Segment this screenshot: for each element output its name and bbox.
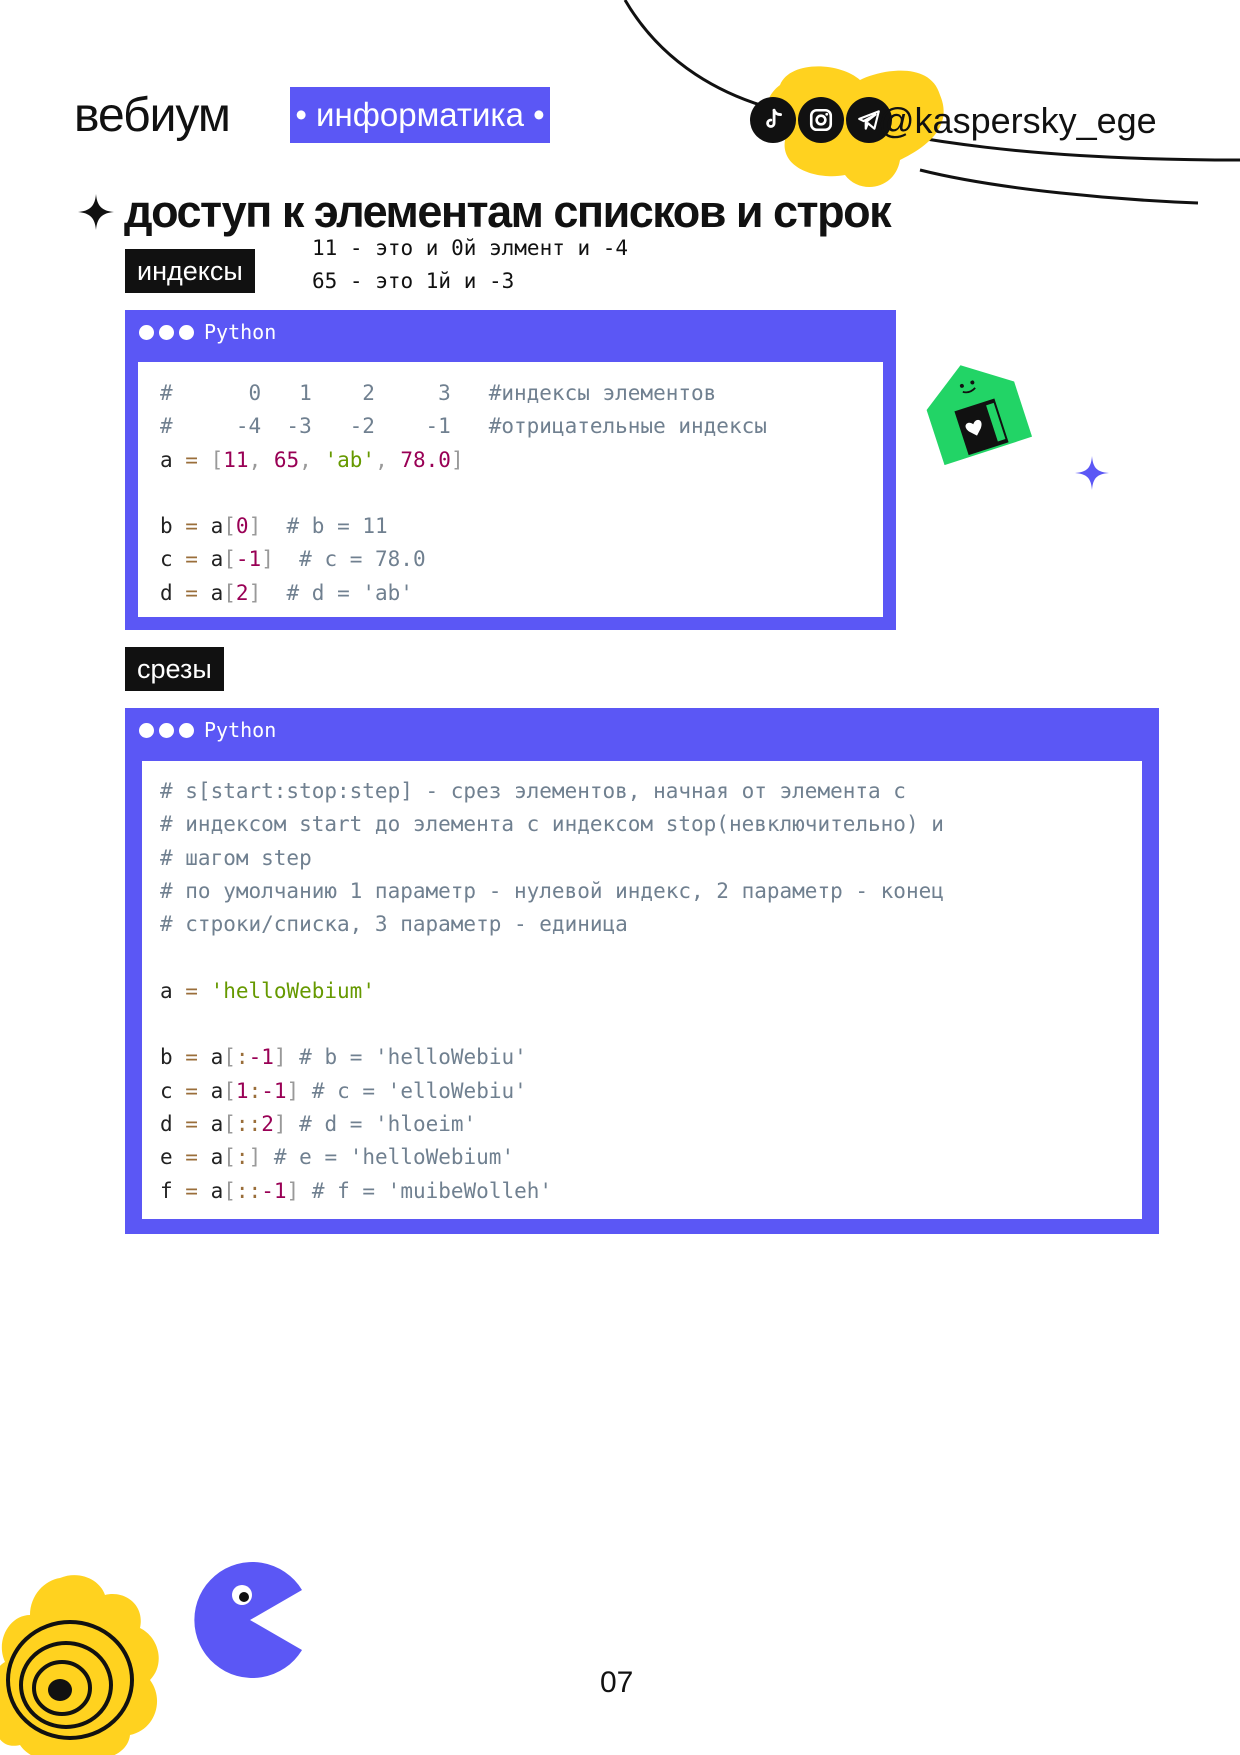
window-dots bbox=[139, 723, 194, 738]
page-title-text: доступ к элементам списков и строк bbox=[124, 186, 891, 237]
indexes-note-2: 65 - это 1й и -3 bbox=[312, 269, 515, 293]
brand-logo: вебиум bbox=[74, 89, 230, 142]
code-block bbox=[142, 761, 1142, 1219]
code-window-indexes bbox=[125, 310, 896, 630]
social-links bbox=[750, 95, 892, 145]
page-number: 07 bbox=[600, 1666, 634, 1699]
window-titlebar bbox=[125, 708, 1159, 752]
window-title: Python bbox=[204, 718, 277, 742]
slices-tag: срезы bbox=[125, 647, 224, 691]
window-title: Python bbox=[204, 320, 277, 344]
subject-badge: • информатика • bbox=[290, 87, 550, 143]
sparkle-icon bbox=[76, 192, 116, 232]
code-block bbox=[138, 362, 883, 617]
code-text: # s[start:stop:step] - срез элементов, начная от элемента с # индексом start до элемента с индексом stop(невключительно) и # шагом step # по умолчанию 1 параметр - нулевой индекс, 2 параметр - конец # строки/списка, 3 параметр - единица a = 'helloWebium' b = a[:-1] # b = 'helloWebiu' c = a[1:-1] # c = 'elloWebiu' d = a[::2] # d = 'hloeim' e = a[:] # e = 'helloWebium' f = a[::-1] # f = 'muibeWolleh' bbox=[160, 779, 944, 1203]
window-dots bbox=[139, 325, 194, 340]
pacman-sticker-icon bbox=[190, 1560, 310, 1680]
social-handle[interactable]: @kaspersky_ege bbox=[878, 100, 1157, 141]
indexes-note-1: 11 - это и 0й элмент и -4 bbox=[312, 236, 629, 260]
flower-sticker-icon bbox=[0, 1570, 180, 1755]
page-title bbox=[76, 185, 890, 239]
code-text: # 0 1 2 3 #индексы элементов # -4 -3 -2 -1 #отрицательные индексы a = [11, 65, 'ab', 78.0] b = a[0] # b = 11 c = a[-1] # c = 78.0 d = a[2] # d = 'ab' bbox=[160, 381, 767, 605]
house-sticker-icon bbox=[915, 355, 1035, 465]
indexes-tag: индексы bbox=[125, 249, 255, 293]
tiktok-icon[interactable] bbox=[750, 97, 796, 143]
star-icon bbox=[1075, 456, 1109, 490]
code-window-slices bbox=[125, 708, 1159, 1234]
window-titlebar bbox=[125, 310, 896, 354]
instagram-icon[interactable] bbox=[798, 97, 844, 143]
